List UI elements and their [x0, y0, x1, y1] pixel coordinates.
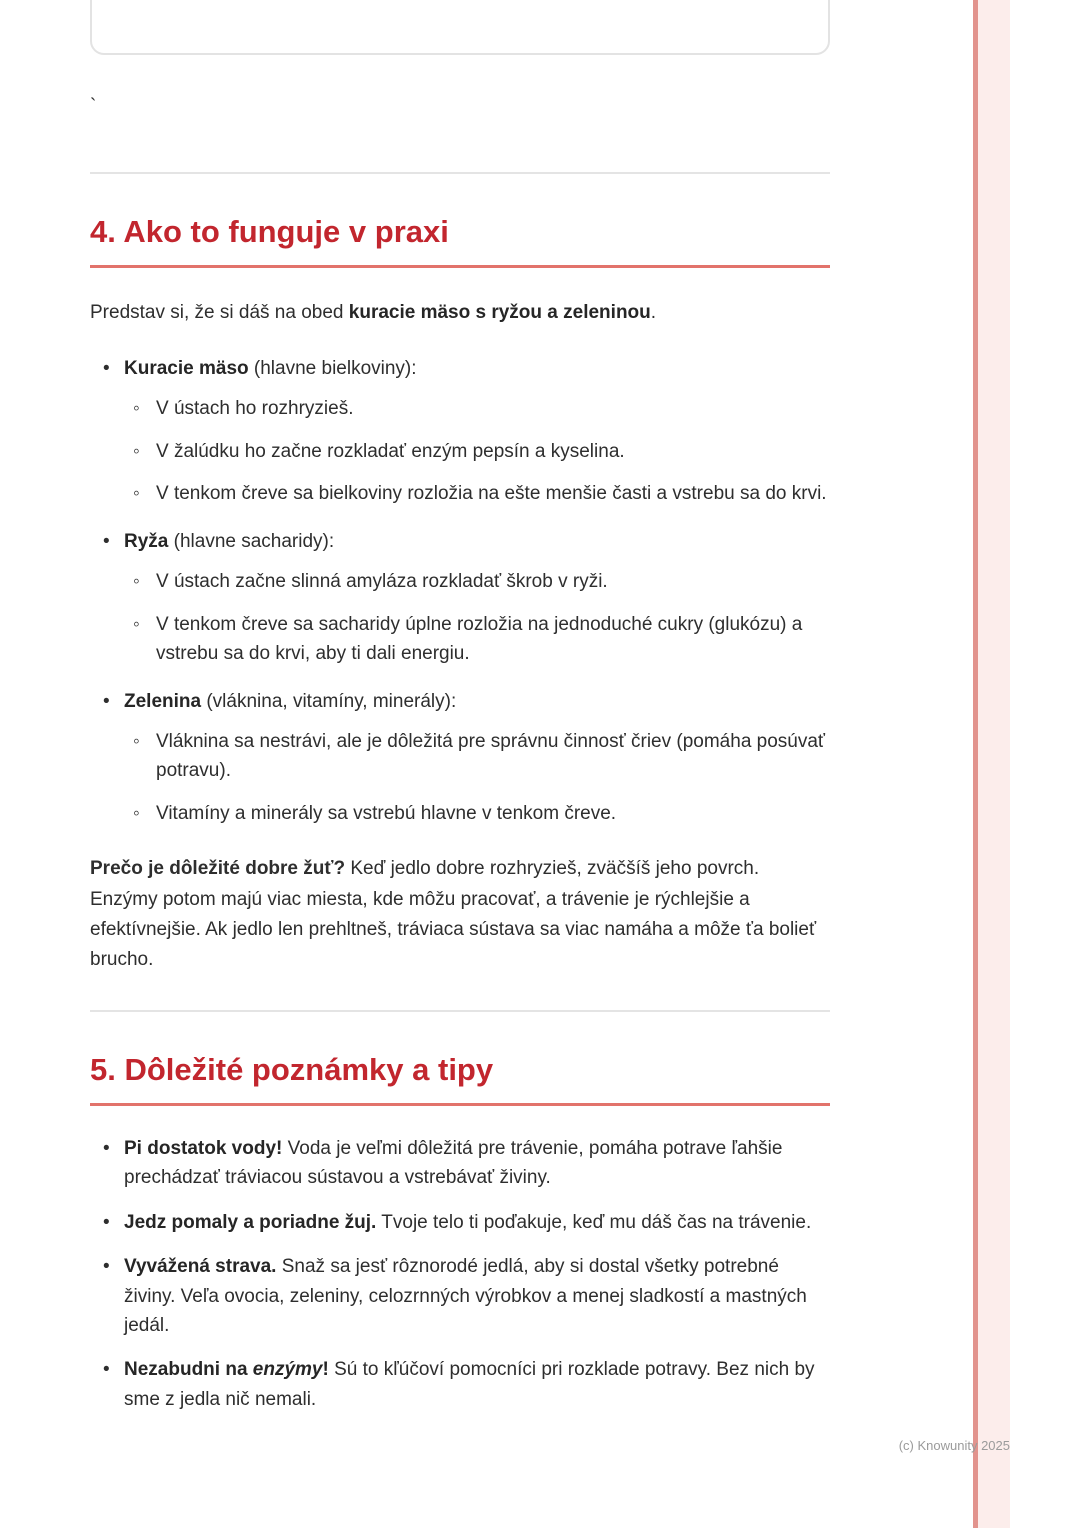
sub-item: ◦ V tenkom čreve sa sacharidy úplne rozložia na jednoduché cukry (glukózu) a vstrebu sa do krvi, aby ti dali energiu.: [124, 610, 830, 669]
tip-bold: Vyvážená strava.: [124, 1256, 277, 1278]
item-rest: (hlavne bielkoviny):: [248, 358, 417, 380]
item-bold: Kuracie mäso: [124, 358, 249, 380]
list-item-zelenina: [90, 687, 830, 829]
list-item-kuracie-maso: [90, 354, 830, 509]
tips-list: [90, 1134, 830, 1415]
tip-italic: enzýmy: [252, 1359, 323, 1381]
item-head: [124, 531, 334, 552]
stray-character: `: [90, 96, 97, 117]
sub-item: ◦ Vitamíny a minerály sa vstrebú hlavne v tenkom čreve.: [124, 799, 830, 828]
tip-rest: Snaž sa jesť rôznorodé jedlá, aby si dostal všetky potrebné živiny. Veľa ovocia, zeleniny, celozrnných výrobkov a menej sladkostí a mastných jedál.: [124, 1256, 807, 1337]
item-rest: (hlavne sacharidy):: [168, 530, 335, 552]
note-bold: Prečo je dôležité dobre žuť?: [90, 858, 346, 880]
tip-bold: Pi dostatok vody!: [124, 1137, 283, 1159]
sidebar-pink-strip: [978, 0, 1010, 1528]
sub-item: ◦ V ústach ho rozhryzieš.: [124, 394, 830, 423]
section5-title-underline: [90, 1103, 830, 1106]
sub-item: ◦ V ústach začne slinná amyláza rozkladať škrob v ryži.: [124, 567, 830, 596]
section5-title: 5. Dôležité poznámky a tipy: [90, 1051, 494, 1087]
sublist: [124, 727, 830, 828]
section-divider: [90, 1010, 830, 1012]
item-rest: (vláknina, vitamíny, minerály):: [201, 690, 457, 712]
section4-title-underline: [90, 265, 830, 268]
sub-item: ◦ V tenkom čreve sa bielkoviny rozložia na ešte menšie časti a vstrebu sa do krvi.: [124, 479, 830, 508]
sub-item: ◦ V žalúdku ho začne rozkladať enzým pepsín a kyselina.: [124, 437, 830, 466]
food-list: [90, 354, 830, 828]
item-bold: Ryža: [124, 530, 169, 552]
tip-rest: Voda je veľmi dôležitá pre trávenie, pomáha potrave ľahšie prechádzať tráviacou sústavou a vstrebávať živiny.: [124, 1137, 783, 1189]
section4-title: 4. Ako to funguje v praxi: [90, 214, 449, 249]
sub-item: ◦ Vláknina sa nestrávi, ale je dôležitá pre správnu činnosť čriev (pomáha posúvať potravu).: [124, 727, 830, 786]
tip-item-enzymes: [90, 1355, 830, 1414]
tip-bold: Nezabudni na: [124, 1359, 253, 1381]
note-rest: Keď jedlo dobre rozhryzieš, zväčšíš jeho povrch. Enzýmy potom majú viac miesta, kde môžu pracovať, a trávenie je rýchlejšie a efektívnejšie. Ak jedlo len prehltneš, tráviaca sústava sa viac namáha a môže ťa bolieť brucho.: [90, 858, 817, 971]
item-bold: Zelenina: [124, 690, 202, 712]
tip-bold-italic: [253, 1359, 323, 1380]
tip-rest: Tvoje telo ti poďakuje, keď mu dáš čas na trávenie.: [376, 1211, 812, 1233]
tip-bold: Jedz pomaly a poriadne žuj.: [124, 1211, 377, 1233]
intro-prefix: Predstav si, že si dáš na obed: [90, 302, 349, 323]
tip-item-chew: [90, 1208, 830, 1237]
intro-suffix: .: [650, 302, 657, 323]
section-divider: [90, 172, 830, 174]
item-head: [124, 358, 417, 379]
item-head: [124, 691, 456, 712]
list-item-ryza: [90, 527, 830, 669]
intro-bold: kuracie mäso s ryžou a zeleninou: [348, 302, 651, 323]
copyright-footer: (c) Knowunity 2025: [898, 1438, 1010, 1453]
tip-bold: !: [322, 1359, 329, 1381]
document-content: [90, 0, 830, 1429]
sublist: [124, 394, 830, 508]
tip-item-water: [90, 1134, 830, 1193]
section4-intro: [90, 298, 830, 328]
sublist: [124, 567, 830, 668]
chewing-note: [90, 854, 830, 976]
tip-rest: Sú to kľúčoví pomocníci pri rozklade potravy. Bez nich by sme z jedla nič nemali.: [124, 1359, 815, 1410]
tip-item-balanced-diet: [90, 1252, 830, 1340]
